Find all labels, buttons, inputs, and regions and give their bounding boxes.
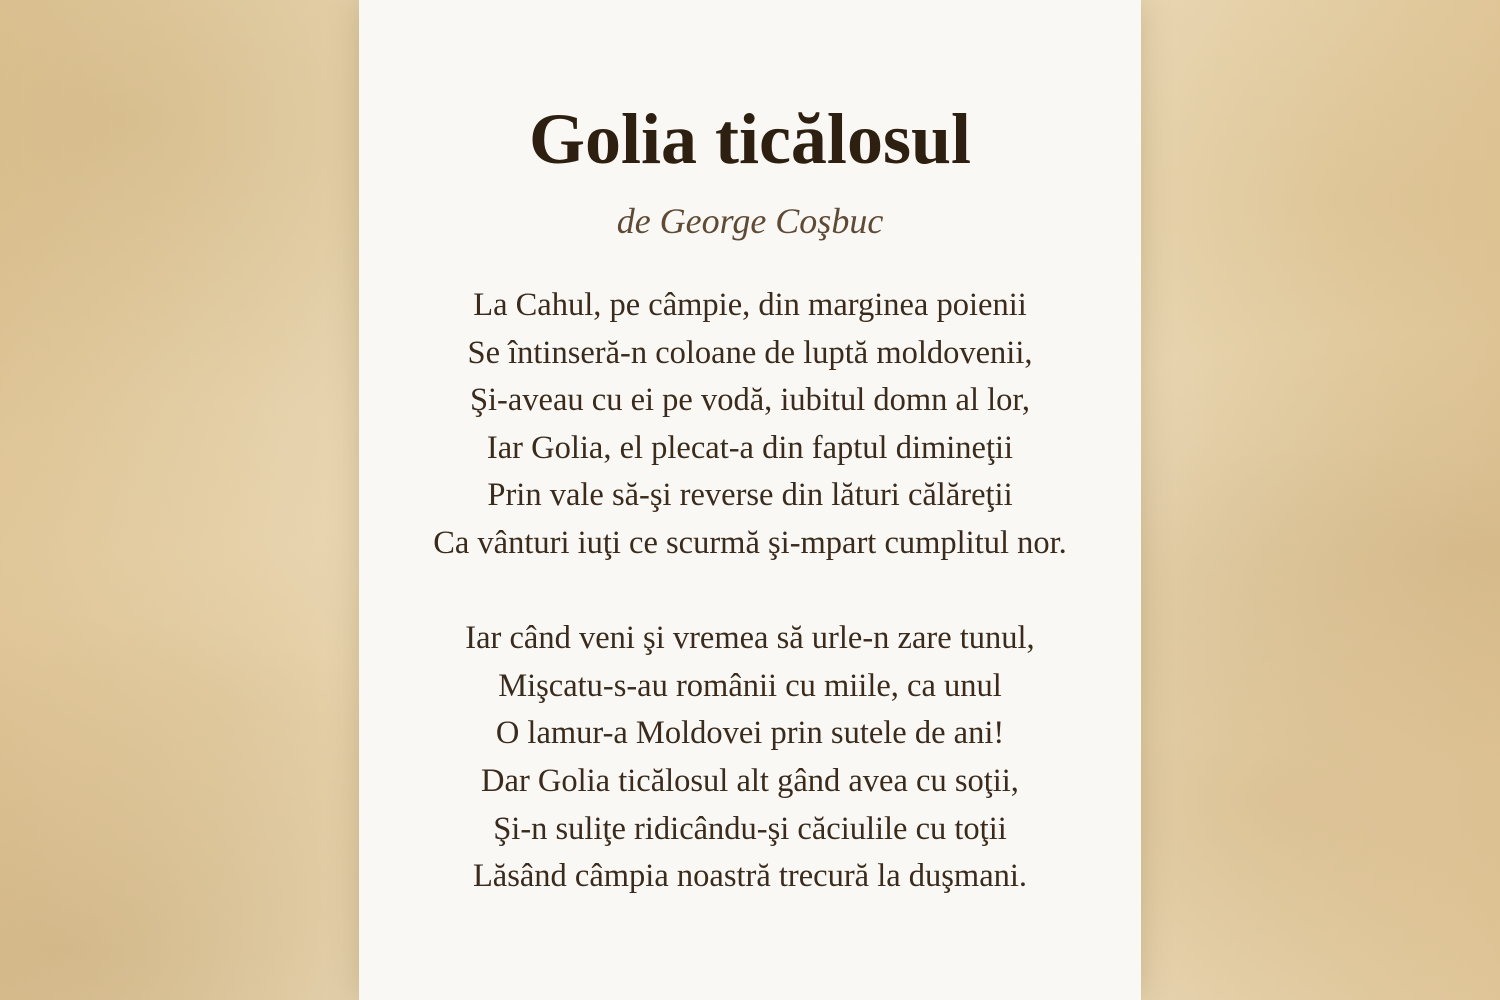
stanza-2 — [359, 615, 1141, 901]
poem-line: O lamur-a Moldovei prin sutele de ani! — [495, 715, 1005, 752]
poem-line: Prin vale să-şi reverse din lături călăreţii — [487, 477, 1013, 514]
stanza-1 — [359, 282, 1141, 568]
poem-line: Dar Golia ticălosul alt gând avea cu soţii, — [481, 762, 1019, 799]
poem-page — [359, 0, 1141, 1000]
poem-line: Lăsând câmpia noastră trecură la duşmani. — [472, 858, 1028, 895]
poem-author: de George Coşbuc — [616, 201, 884, 241]
poem-line: Se întinseră-n coloane de luptă moldovenii, — [467, 334, 1033, 371]
poem-line: Ca vânturi iuţi ce scurmă şi-mpart cumplitul nor. — [433, 524, 1067, 561]
poem-line: Şi-aveau cu ei pe vodă, iubitul domn al lor, — [469, 382, 1031, 419]
poem-line: Iar când veni şi vremea să urle-n zare tunul, — [465, 620, 1035, 657]
poem-body — [359, 282, 1141, 948]
poem-line: Şi-n suliţe ridicându-şi căciulile cu toţii — [493, 810, 1007, 847]
poem-line: Iar Golia, el plecat-a din faptul dimineţii — [486, 429, 1014, 466]
poem-line: La Cahul, pe câmpie, din marginea poienii — [473, 287, 1027, 323]
bottom-fade — [359, 940, 1141, 1000]
poem-title: Golia ticălosul — [528, 99, 972, 179]
poem-line: Mişcatu-s-au românii cu miile, ca unul — [498, 667, 1002, 704]
